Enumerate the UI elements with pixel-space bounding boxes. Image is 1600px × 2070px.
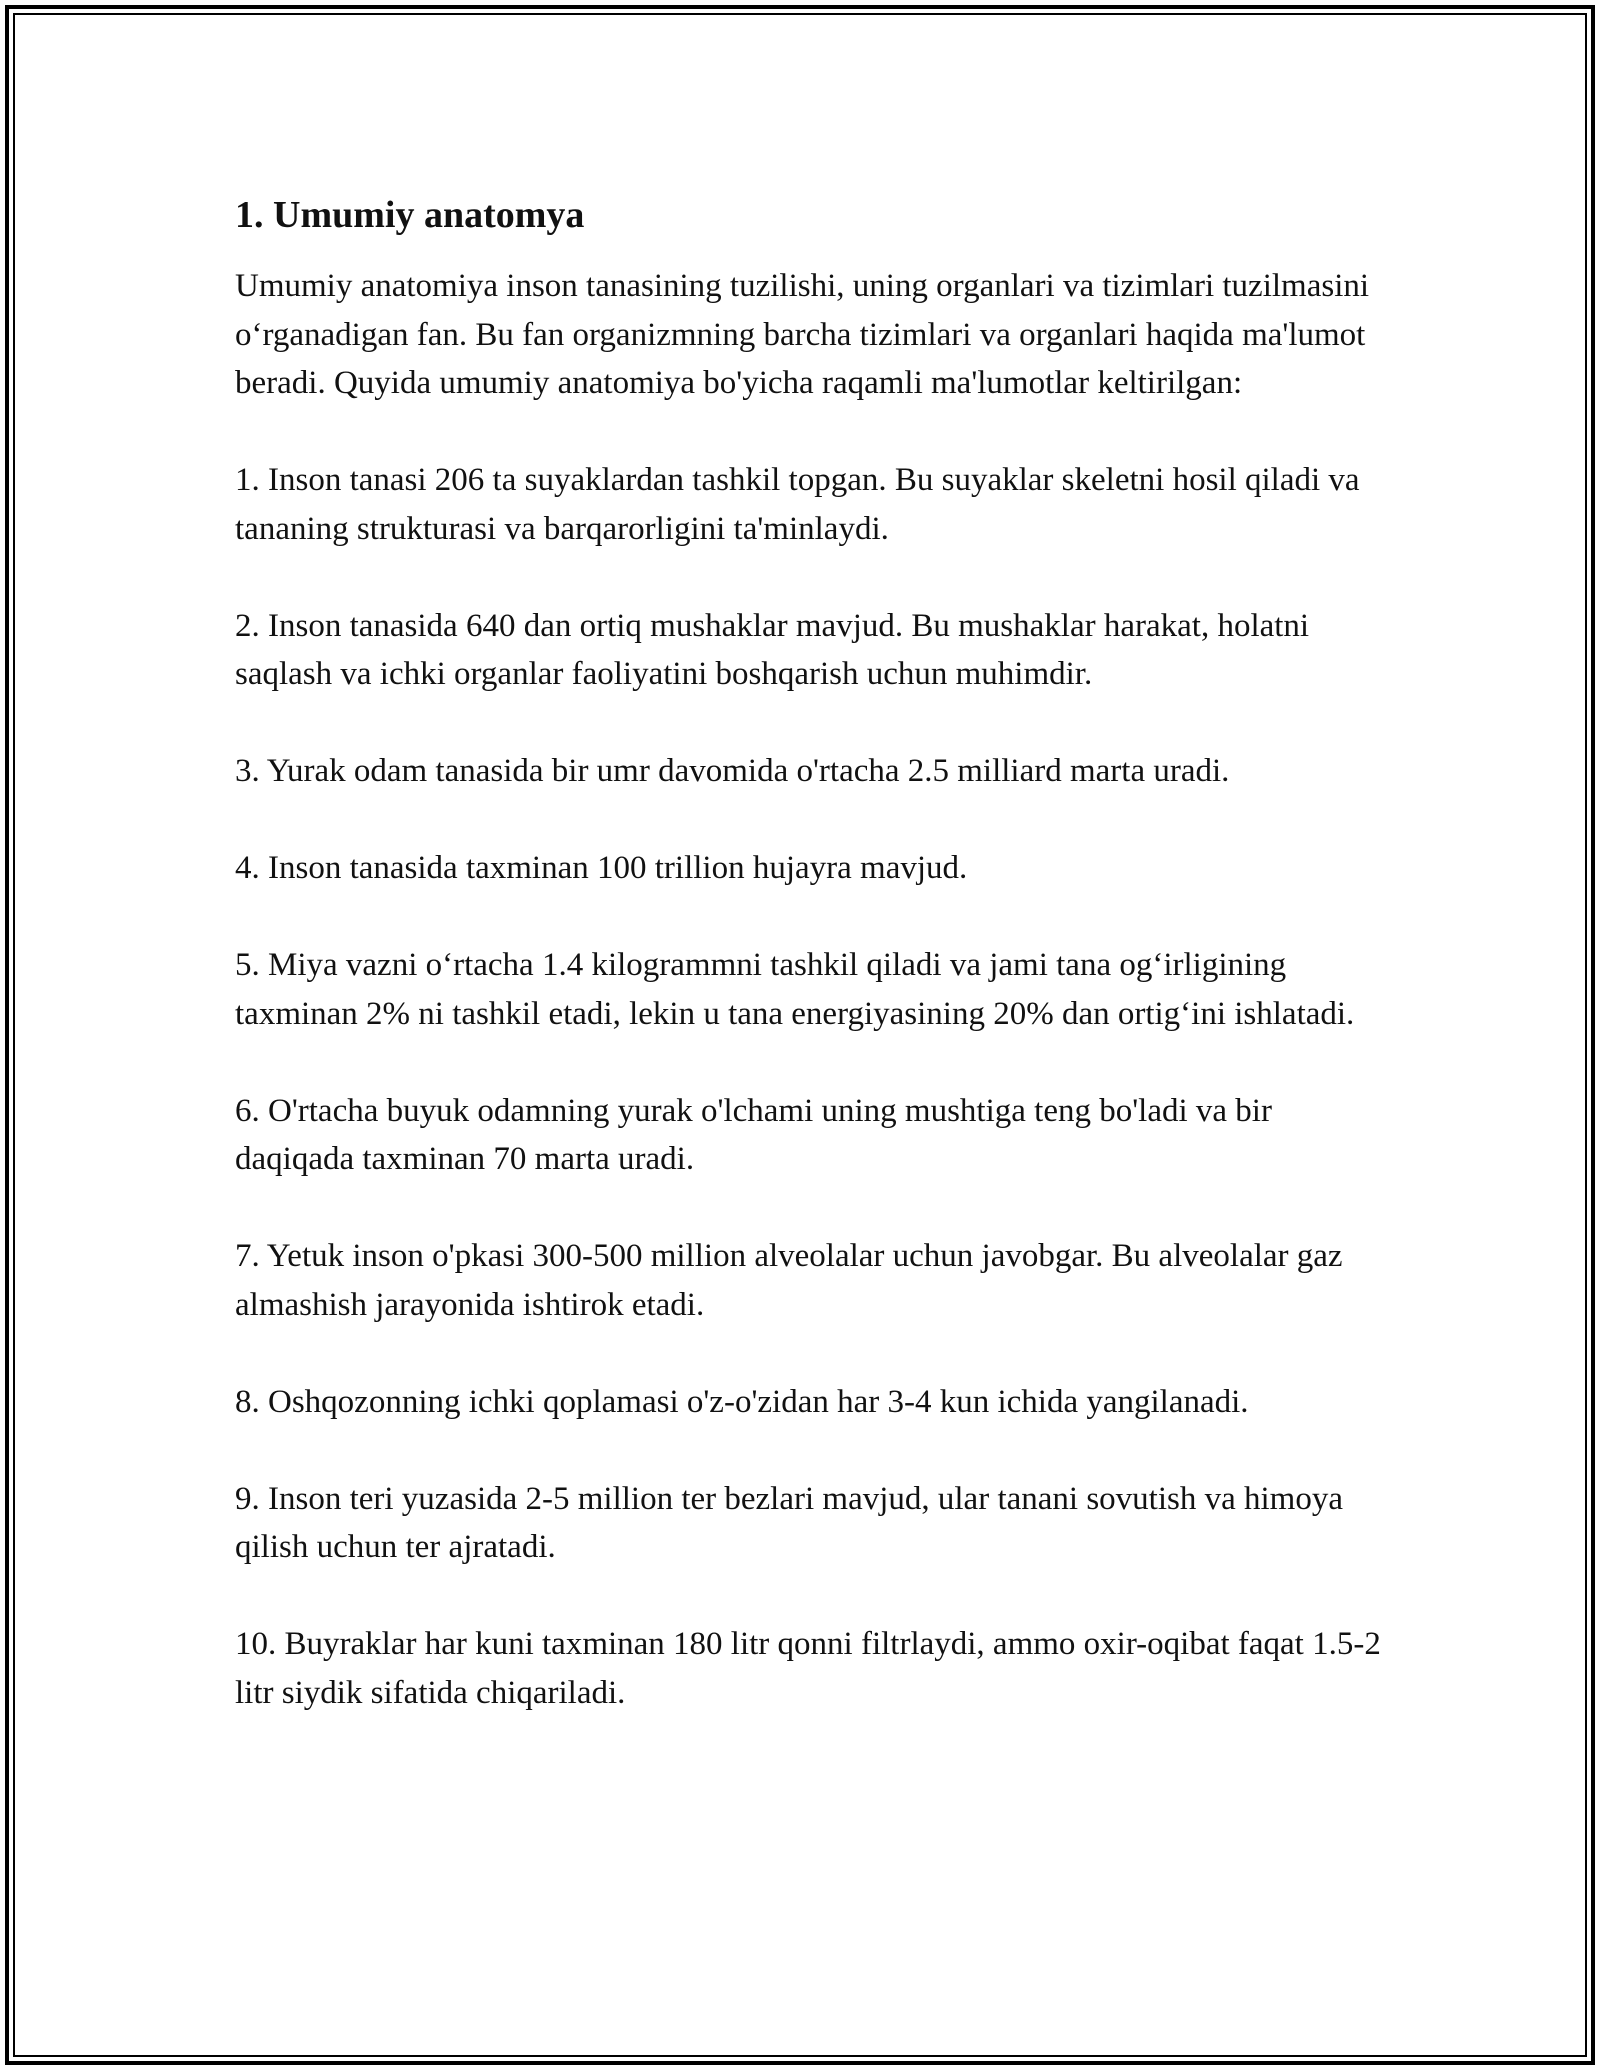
fact-item: 9. Inson teri yuzasida 2-5 million ter bezlari mavjud, ular tanani sovutish va himoya qilish uchun ter ajratadi. (235, 1480, 1343, 1565)
fact-item: 2. Inson tanasida 640 dan ortiq mushaklar mavjud. Bu mushaklar harakat, holatni saqlash va ichki organlar faoliyatini boshqarish uchun muhimdir. (235, 607, 1310, 692)
fact-item: 10. Buyraklar har kuni taxminan 180 litr qonni filtrlaydi, ammo oxir-oqibat faqat 1.5-2 litr siydik sifatida chiqariladi. (235, 1626, 1381, 1711)
section-title: 1. Umumiy anatomya (235, 194, 585, 236)
fact-item: 7. Yetuk inson o'pkasi 300-500 million alveolalar uchun javobgar. Bu alveolalar gaz almashish jarayonida ishtirok etadi. (235, 1238, 1343, 1323)
fact-item: 1. Inson tanasi 206 ta suyaklardan tashkil topgan. Bu suyaklar skeletni hosil qiladi va tananing strukturasi va barqarorligini ta'minlaydi. (235, 462, 1360, 547)
facts-list (235, 456, 1385, 1717)
document-body (235, 190, 1385, 1717)
fact-item: 6. O'rtacha buyuk odamning yurak o'lchami uning mushtiga teng bo'ladi va bir daqiqada taxminan 70 marta uradi. (235, 1092, 1272, 1177)
fact-item: 3. Yurak odam tanasida bir umr davomida o'rtacha 2.5 milliard marta uradi. (235, 753, 1230, 789)
fact-item: 8. Oshqozonning ichki qoplamasi o'z-o'zidan har 3-4 kun ichida yangilanadi. (235, 1383, 1249, 1420)
fact-item: 4. Inson tanasida taxminan 100 trillion hujayra mavjud. (235, 850, 968, 886)
fact-item: 5. Miya vazni o‘rtacha 1.4 kilogrammni tashkil qiladi va jami tana og‘irligining taxminan 2% ni tashkil etadi, lekin u tana energiyasining 20% dan ortig‘ini ishlatadi. (235, 947, 1355, 1032)
intro-paragraph: Umumiy anatomiya inson tanasining tuzilishi, uning organlari va tizimlari tuzilmasini o‘rganadigan fan. Bu fan organizmning barcha tizimlari va organlari haqida ma'lumot beradi. Quyida umumiy anatomiya bo'yicha raqamli ma'lumotlar keltirilgan: (235, 268, 1370, 401)
